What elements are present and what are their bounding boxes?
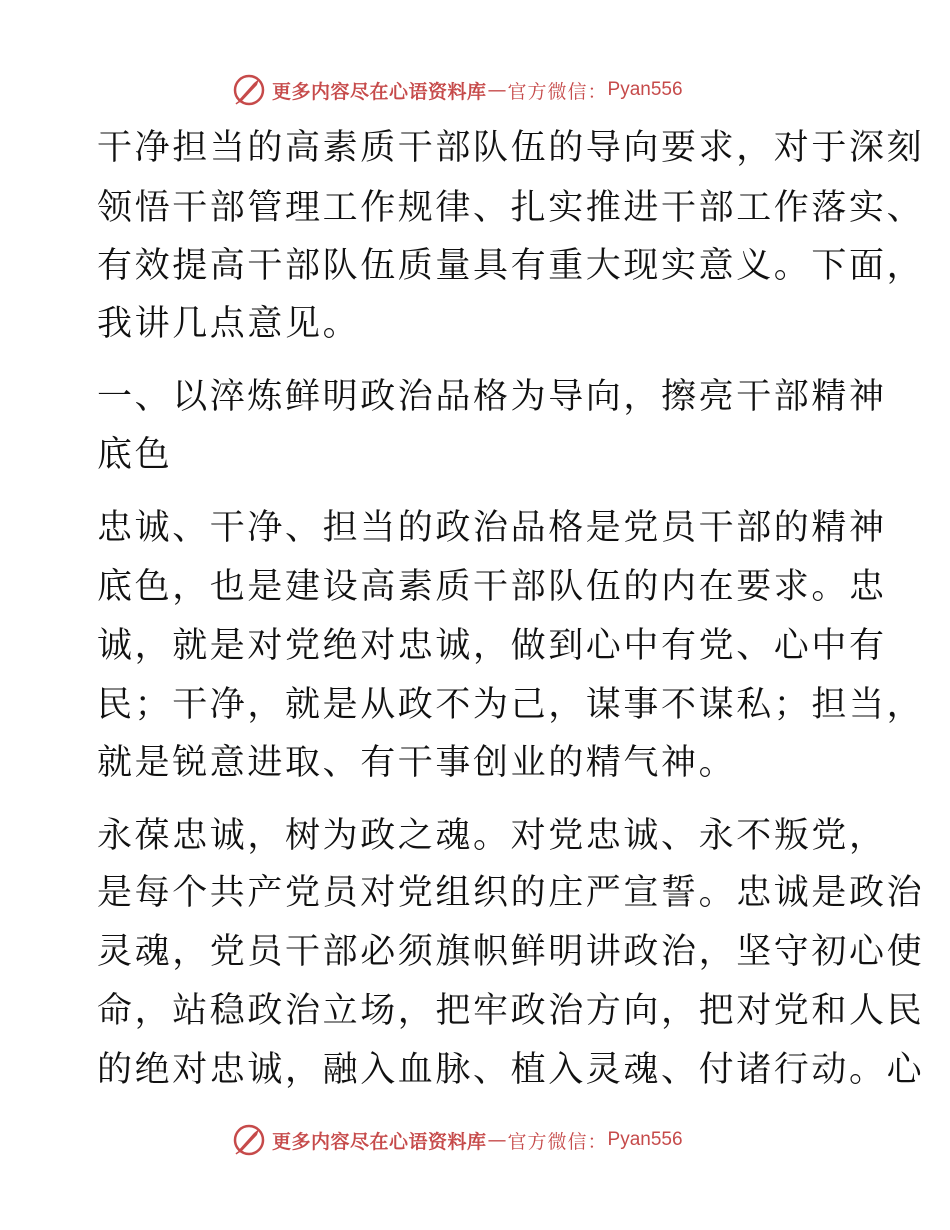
text-line: 干净担当的高素质干部队伍的导向要求，对于深刻 <box>97 128 925 168</box>
text-line: 灵魂，党员干部必须旗帜鲜明讲政治，坚守初心使 <box>97 932 925 972</box>
section-heading: 一、以淬炼鲜明政治品格为导向，擦亮干部精神 <box>97 377 887 417</box>
text-line: 诚，就是对党绝对忠诚，做到心中有党、心中有 <box>97 626 887 666</box>
text-line: 民；干净，就是从政不为己，谋事不谋私；担当， <box>97 685 925 725</box>
text-line: 领悟干部管理工作规律、扎实推进干部工作落实、 <box>97 188 925 228</box>
text-line: 有效提高干部队伍质量具有重大现实意义。下面， <box>97 246 925 286</box>
header-watermark <box>232 70 683 110</box>
header-watermark-text: 更多内容尽在心语资料库 <box>272 80 487 103</box>
text-line: 就是锐意进取、有干事创业的精气神。 <box>97 743 737 783</box>
pen-logo-icon <box>232 1123 266 1157</box>
text-line: 我讲几点意见。 <box>97 304 361 344</box>
text-line: 是每个共产党员对党组织的庄严宣誓。忠诚是政治 <box>97 873 925 913</box>
footer-watermark-official: 官方微信： <box>507 1130 608 1153</box>
footer-watermark <box>232 1120 683 1160</box>
text-line: 忠诚、干净、担当的政治品格是党员干部的精神 <box>97 508 887 548</box>
footer-watermark-id: Pyan556 <box>607 1129 683 1150</box>
header-watermark-dash: — <box>487 79 507 101</box>
text-line: 的绝对忠诚，融入血脉、植入灵魂、付诸行动。心 <box>97 1050 925 1090</box>
pen-logo-icon <box>232 73 266 107</box>
footer-watermark-dash: — <box>487 1129 507 1151</box>
section-heading-cont: 底色 <box>97 435 173 475</box>
text-line: 命，站稳政治立场，把牢政治方向，把对党和人民 <box>97 991 925 1031</box>
header-watermark-official: 官方微信： <box>507 80 608 103</box>
footer-watermark-text: 更多内容尽在心语资料库 <box>272 1130 487 1153</box>
text-line: 底色，也是建设高素质干部队伍的内在要求。忠 <box>97 567 887 607</box>
header-watermark-id: Pyan556 <box>607 79 683 100</box>
text-line: 永葆忠诚，树为政之魂。对党忠诚、永不叛党， <box>97 816 887 856</box>
